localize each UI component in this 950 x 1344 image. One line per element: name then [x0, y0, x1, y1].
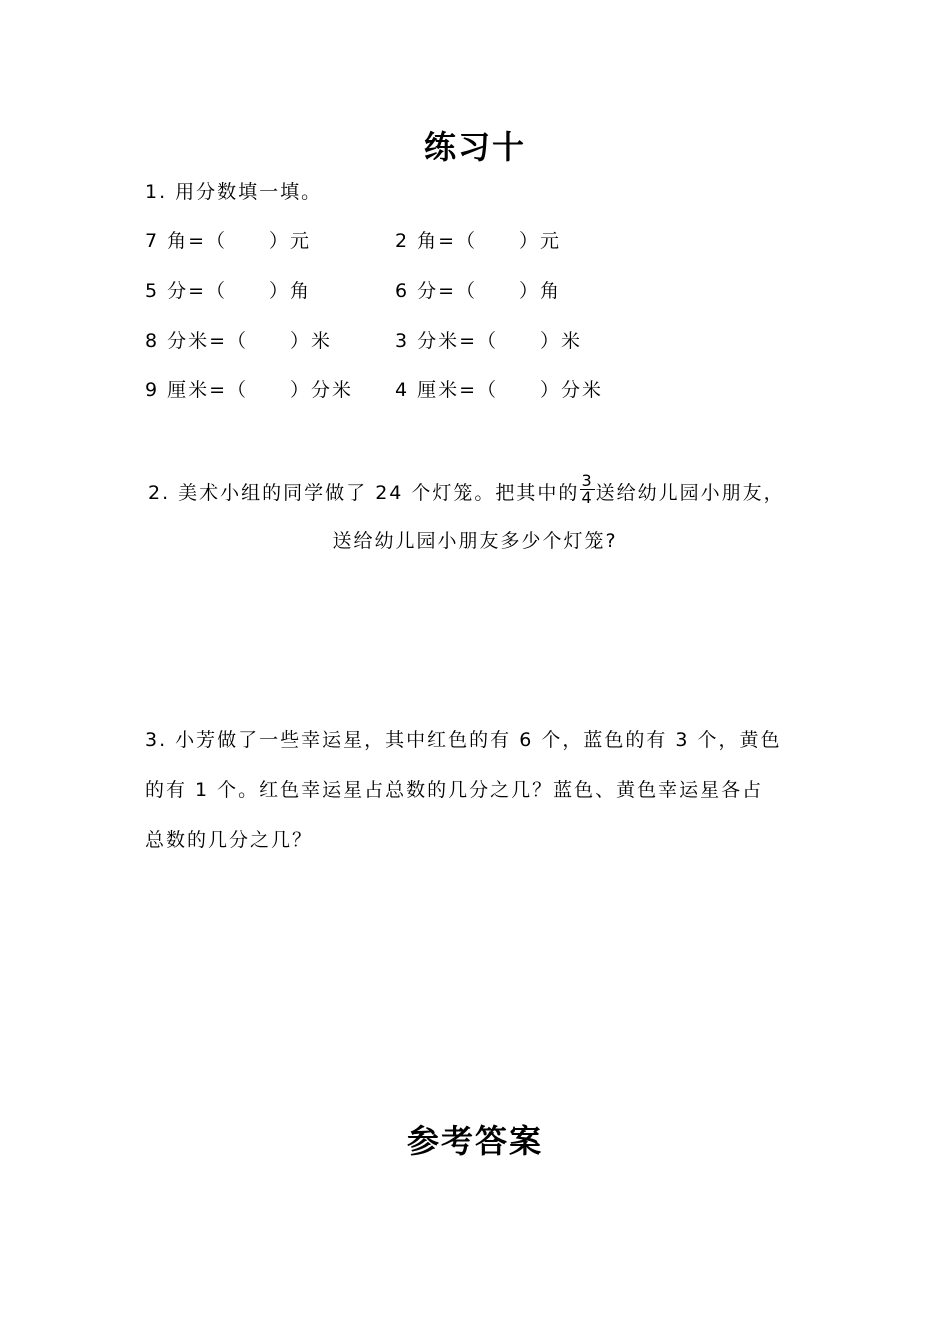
q1-item-left: 9 厘米=（ ）分米 — [145, 379, 354, 401]
question-3-line-3: 总数的几分之几？ — [145, 829, 314, 851]
q1-item-right: 3 分米=（ ）米 — [395, 330, 583, 352]
question-1-heading: 1. 用分数填一填。 — [145, 181, 323, 203]
q2-text-before-fraction: 2. 美术小组的同学做了 24 个灯笼。把其中的 — [148, 482, 580, 504]
answer-section-title: 参考答案 — [406, 1122, 543, 1160]
fraction-numerator: 3 — [581, 471, 594, 490]
q1-item-right: 6 分=（ ）角 — [395, 280, 562, 302]
question-2-line-2: 送给幼儿园小朋友多少个灯笼? — [332, 530, 618, 552]
q1-item-left: 7 角=（ ）元 — [145, 230, 312, 252]
q2-text-after-fraction: 送给幼儿园小朋友， — [595, 482, 785, 504]
fraction-denominator: 4 — [581, 488, 594, 507]
question-3-line-2: 的有 1 个。红色幸运星占总数的几分之几？蓝色、黄色幸运星各占 — [145, 779, 764, 801]
q1-item-right: 4 厘米=（ ）分米 — [395, 379, 604, 401]
page-title: 练习十 — [423, 128, 526, 166]
q1-item-right: 2 角=（ ）元 — [395, 230, 562, 252]
question-3-line-1: 3. 小芳做了一些幸运星，其中红色的有 6 个，蓝色的有 3 个，黄色 — [145, 729, 782, 751]
fraction — [580, 473, 594, 506]
question-2-line-1 — [148, 471, 785, 510]
q1-item-left: 8 分米=（ ）米 — [145, 330, 333, 352]
q1-item-left: 5 分=（ ）角 — [145, 280, 312, 302]
